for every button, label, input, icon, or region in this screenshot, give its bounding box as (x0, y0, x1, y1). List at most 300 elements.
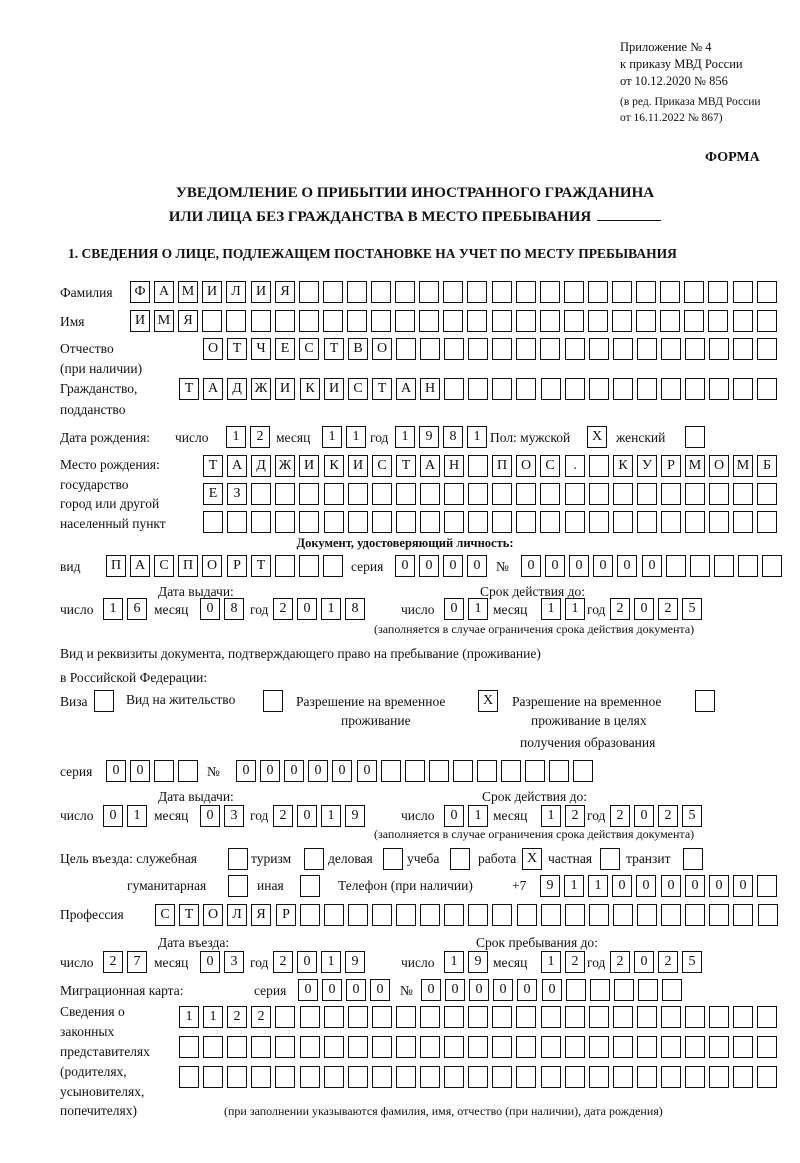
surname-box[interactable] (564, 281, 584, 303)
birthplace-box[interactable]: С (372, 455, 392, 477)
citizenship-box[interactable] (589, 378, 609, 400)
representative-box[interactable] (613, 1036, 633, 1058)
representative-box[interactable] (637, 1006, 657, 1028)
representative-box[interactable] (251, 1066, 271, 1088)
surname-box[interactable] (588, 281, 608, 303)
id-kind-box[interactable]: П (178, 555, 198, 577)
name-box[interactable] (226, 310, 246, 332)
migration-number-box[interactable]: 0 (469, 979, 489, 1001)
representative-box[interactable] (420, 1036, 440, 1058)
citizenship-box[interactable] (733, 378, 753, 400)
profession-box[interactable] (468, 904, 488, 926)
patronymic-box[interactable] (757, 338, 777, 360)
name-box[interactable]: Я (178, 310, 198, 332)
profession-box[interactable] (733, 904, 753, 926)
migration-number-box[interactable]: 0 (445, 979, 465, 1001)
phone-box[interactable]: 1 (588, 875, 608, 897)
id-number-box[interactable] (666, 555, 686, 577)
birth-day-box[interactable]: 1 (226, 426, 246, 448)
id-kind-box[interactable] (299, 555, 319, 577)
id-issue-day-box[interactable]: 1 (103, 598, 123, 620)
birthplace-box[interactable] (468, 483, 488, 505)
birth-year-box[interactable]: 8 (443, 426, 463, 448)
stay-issue-day-box[interactable]: 1 (127, 805, 147, 827)
birthplace-box[interactable]: Т (396, 455, 416, 477)
representative-box[interactable] (275, 1006, 295, 1028)
id-kind-box[interactable]: О (202, 555, 222, 577)
entry-day-box[interactable]: 2 (103, 951, 123, 973)
birthplace-box[interactable]: Е (203, 483, 223, 505)
profession-box[interactable]: Я (251, 904, 271, 926)
stay-series-box[interactable]: 0 (106, 760, 126, 782)
stay-number-box[interactable] (501, 760, 521, 782)
id-kind-box[interactable]: С (154, 555, 174, 577)
representative-box[interactable] (516, 1066, 536, 1088)
stay-issue-month-box[interactable]: 0 (200, 805, 220, 827)
representative-box[interactable]: 1 (179, 1006, 199, 1028)
id-valid-month-box[interactable]: 1 (541, 598, 561, 620)
id-valid-year-box[interactable]: 5 (682, 598, 702, 620)
birthplace-box[interactable] (613, 483, 633, 505)
patronymic-box[interactable] (468, 338, 488, 360)
representative-box[interactable] (516, 1036, 536, 1058)
migration-number-box[interactable]: 0 (542, 979, 562, 1001)
stay-month-box[interactable]: 2 (565, 951, 585, 973)
representative-box[interactable] (348, 1066, 368, 1088)
stay-number-box[interactable] (573, 760, 593, 782)
name-box[interactable] (612, 310, 632, 332)
birthplace-box[interactable] (565, 511, 585, 533)
female-checkbox[interactable] (685, 426, 705, 448)
representative-box[interactable] (372, 1036, 392, 1058)
representative-box[interactable] (468, 1036, 488, 1058)
birthplace-box[interactable] (613, 511, 633, 533)
birthplace-box[interactable] (372, 511, 392, 533)
birthplace-box[interactable]: К (613, 455, 633, 477)
profession-box[interactable] (637, 904, 657, 926)
representative-box[interactable] (709, 1066, 729, 1088)
stay-series-box[interactable]: 0 (130, 760, 150, 782)
representative-box[interactable] (444, 1066, 464, 1088)
surname-box[interactable]: Ф (130, 281, 150, 303)
surname-box[interactable] (660, 281, 680, 303)
id-number-box[interactable] (690, 555, 710, 577)
citizenship-box[interactable]: И (275, 378, 295, 400)
representative-box[interactable] (661, 1066, 681, 1088)
profession-box[interactable] (396, 904, 416, 926)
birthplace-box[interactable]: . (565, 455, 585, 477)
representative-box[interactable] (203, 1066, 223, 1088)
birthplace-box[interactable] (757, 483, 777, 505)
birthplace-box[interactable]: Д (251, 455, 271, 477)
birthplace-box[interactable]: О (709, 455, 729, 477)
stay-number-box[interactable]: 0 (308, 760, 328, 782)
patronymic-box[interactable] (613, 338, 633, 360)
surname-box[interactable] (540, 281, 560, 303)
citizenship-box[interactable] (516, 378, 536, 400)
surname-box[interactable] (323, 281, 343, 303)
male-checkbox[interactable]: X (587, 426, 607, 448)
name-box[interactable] (202, 310, 222, 332)
birthplace-box[interactable] (396, 483, 416, 505)
birthplace-box[interactable] (757, 511, 777, 533)
stay-number-box[interactable] (405, 760, 425, 782)
citizenship-box[interactable]: Т (372, 378, 392, 400)
stay-valid-year-box[interactable]: 5 (682, 805, 702, 827)
birthplace-box[interactable]: Р (661, 455, 681, 477)
birthplace-box[interactable]: Т (203, 455, 223, 477)
surname-box[interactable] (612, 281, 632, 303)
purpose-work-checkbox[interactable]: X (522, 848, 542, 870)
patronymic-box[interactable] (709, 338, 729, 360)
representative-box[interactable] (468, 1006, 488, 1028)
representative-box[interactable]: 2 (227, 1006, 247, 1028)
citizenship-box[interactable]: Т (179, 378, 199, 400)
profession-box[interactable] (348, 904, 368, 926)
representative-box[interactable] (541, 1066, 561, 1088)
surname-box[interactable]: М (178, 281, 198, 303)
profession-box[interactable] (300, 904, 320, 926)
name-box[interactable] (467, 310, 487, 332)
birthplace-box[interactable] (540, 483, 560, 505)
stay-valid-day-box[interactable]: 0 (444, 805, 464, 827)
birthplace-box[interactable] (540, 511, 560, 533)
representative-box[interactable] (589, 1036, 609, 1058)
id-issue-month-box[interactable]: 0 (200, 598, 220, 620)
patronymic-box[interactable] (637, 338, 657, 360)
representative-box[interactable] (685, 1036, 705, 1058)
id-kind-box[interactable] (323, 555, 343, 577)
purpose-official-checkbox[interactable] (228, 848, 248, 870)
stay-number-box[interactable]: 0 (357, 760, 377, 782)
representative-box[interactable] (396, 1066, 416, 1088)
name-box[interactable] (708, 310, 728, 332)
citizenship-box[interactable] (468, 378, 488, 400)
representative-box[interactable] (541, 1036, 561, 1058)
patronymic-box[interactable]: О (372, 338, 392, 360)
birthplace-box[interactable]: Н (444, 455, 464, 477)
stay-day-box[interactable]: 1 (444, 951, 464, 973)
name-box[interactable]: М (154, 310, 174, 332)
birthplace-box[interactable]: З (227, 483, 247, 505)
citizenship-box[interactable]: Д (227, 378, 247, 400)
id-issue-year-box[interactable]: 2 (273, 598, 293, 620)
profession-box[interactable]: Р (276, 904, 296, 926)
birthplace-box[interactable]: К (324, 455, 344, 477)
citizenship-box[interactable]: К (300, 378, 320, 400)
phone-box[interactable]: 0 (661, 875, 681, 897)
birthplace-box[interactable] (733, 511, 753, 533)
entry-year-box[interactable]: 9 (345, 951, 365, 973)
surname-box[interactable] (636, 281, 656, 303)
representative-box[interactable]: 1 (203, 1006, 223, 1028)
birthplace-box[interactable]: У (637, 455, 657, 477)
birthplace-box[interactable]: П (492, 455, 512, 477)
citizenship-box[interactable] (444, 378, 464, 400)
birth-year-box[interactable]: 9 (419, 426, 439, 448)
phone-box[interactable]: 0 (685, 875, 705, 897)
migration-series-box[interactable]: 0 (346, 979, 366, 1001)
purpose-business-checkbox[interactable] (383, 848, 403, 870)
representative-box[interactable] (613, 1006, 633, 1028)
citizenship-box[interactable] (757, 378, 777, 400)
representative-box[interactable] (709, 1036, 729, 1058)
patronymic-box[interactable] (733, 338, 753, 360)
birthplace-box[interactable] (709, 483, 729, 505)
id-number-box[interactable]: 0 (569, 555, 589, 577)
id-number-box[interactable]: 0 (642, 555, 662, 577)
migration-number-box[interactable] (638, 979, 658, 1001)
citizenship-box[interactable]: И (324, 378, 344, 400)
temporary-residence-checkbox[interactable]: X (478, 690, 498, 712)
representative-box[interactable] (300, 1066, 320, 1088)
patronymic-box[interactable] (661, 338, 681, 360)
migration-number-box[interactable]: 0 (517, 979, 537, 1001)
id-number-box[interactable]: 0 (617, 555, 637, 577)
birthplace-box[interactable]: А (227, 455, 247, 477)
patronymic-box[interactable] (565, 338, 585, 360)
purpose-other-checkbox[interactable] (300, 875, 320, 897)
visa-checkbox[interactable] (94, 690, 114, 712)
phone-box[interactable]: 0 (636, 875, 656, 897)
stay-valid-month-box[interactable]: 2 (565, 805, 585, 827)
representative-box[interactable] (589, 1006, 609, 1028)
birthplace-box[interactable] (565, 483, 585, 505)
id-valid-day-box[interactable]: 0 (444, 598, 464, 620)
stay-month-box[interactable]: 1 (541, 951, 561, 973)
birthplace-box[interactable]: С (540, 455, 560, 477)
migration-number-box[interactable] (614, 979, 634, 1001)
birthplace-box[interactable] (348, 511, 368, 533)
name-box[interactable] (588, 310, 608, 332)
birthplace-box[interactable] (372, 483, 392, 505)
profession-box[interactable]: О (203, 904, 223, 926)
birthplace-box[interactable] (468, 511, 488, 533)
name-box[interactable] (516, 310, 536, 332)
stay-number-box[interactable] (477, 760, 497, 782)
profession-box[interactable] (709, 904, 729, 926)
representative-box[interactable] (203, 1036, 223, 1058)
birthplace-box[interactable] (251, 483, 271, 505)
name-box[interactable] (323, 310, 343, 332)
stay-issue-year-box[interactable]: 9 (345, 805, 365, 827)
representative-box[interactable] (637, 1036, 657, 1058)
stay-number-box[interactable] (381, 760, 401, 782)
migration-series-box[interactable]: 0 (298, 979, 318, 1001)
name-box[interactable] (347, 310, 367, 332)
name-box[interactable] (395, 310, 415, 332)
surname-box[interactable]: Л (226, 281, 246, 303)
representative-box[interactable] (613, 1066, 633, 1088)
representative-box[interactable] (348, 1006, 368, 1028)
citizenship-box[interactable]: Ж (251, 378, 271, 400)
surname-box[interactable]: Я (275, 281, 295, 303)
citizenship-box[interactable] (565, 378, 585, 400)
stay-number-box[interactable]: 0 (236, 760, 256, 782)
id-kind-box[interactable]: А (130, 555, 150, 577)
representative-box[interactable] (179, 1066, 199, 1088)
profession-box[interactable] (565, 904, 585, 926)
stay-number-box[interactable] (453, 760, 473, 782)
stay-number-box[interactable]: 0 (260, 760, 280, 782)
id-kind-box[interactable]: П (106, 555, 126, 577)
birthplace-box[interactable] (661, 511, 681, 533)
citizenship-box[interactable] (685, 378, 705, 400)
profession-box[interactable] (589, 904, 609, 926)
birthplace-box[interactable] (251, 511, 271, 533)
profession-box[interactable] (517, 904, 537, 926)
citizenship-box[interactable] (709, 378, 729, 400)
surname-box[interactable] (516, 281, 536, 303)
stay-issue-year-box[interactable]: 2 (273, 805, 293, 827)
entry-day-box[interactable]: 7 (127, 951, 147, 973)
purpose-study-checkbox[interactable] (450, 848, 470, 870)
profession-box[interactable] (758, 904, 778, 926)
citizenship-box[interactable]: А (396, 378, 416, 400)
birthplace-box[interactable] (685, 511, 705, 533)
birthplace-box[interactable] (227, 511, 247, 533)
representative-box[interactable] (516, 1006, 536, 1028)
birthplace-box[interactable] (275, 483, 295, 505)
name-box[interactable] (540, 310, 560, 332)
stay-number-box[interactable] (549, 760, 569, 782)
phone-box[interactable]: 0 (709, 875, 729, 897)
stay-year-box[interactable]: 2 (610, 951, 630, 973)
surname-box[interactable] (467, 281, 487, 303)
stay-valid-day-box[interactable]: 1 (468, 805, 488, 827)
surname-box[interactable] (733, 281, 753, 303)
surname-box[interactable] (757, 281, 777, 303)
representative-box[interactable] (661, 1036, 681, 1058)
birthplace-box[interactable] (516, 483, 536, 505)
patronymic-box[interactable]: О (203, 338, 223, 360)
stay-day-box[interactable]: 9 (468, 951, 488, 973)
citizenship-box[interactable]: С (348, 378, 368, 400)
patronymic-box[interactable] (444, 338, 464, 360)
birth-month-box[interactable]: 1 (322, 426, 342, 448)
profession-box[interactable] (372, 904, 392, 926)
representative-box[interactable] (444, 1036, 464, 1058)
id-valid-day-box[interactable]: 1 (468, 598, 488, 620)
birthplace-box[interactable]: Ж (275, 455, 295, 477)
id-series-box[interactable]: 0 (443, 555, 463, 577)
purpose-transit-checkbox[interactable] (683, 848, 703, 870)
citizenship-box[interactable] (541, 378, 561, 400)
name-box[interactable] (564, 310, 584, 332)
representative-box[interactable] (372, 1006, 392, 1028)
id-number-box[interactable]: 0 (521, 555, 541, 577)
id-valid-year-box[interactable]: 0 (634, 598, 654, 620)
name-box[interactable] (733, 310, 753, 332)
representative-box[interactable] (396, 1006, 416, 1028)
birthplace-box[interactable]: А (420, 455, 440, 477)
id-kind-box[interactable]: Р (227, 555, 247, 577)
name-box[interactable] (419, 310, 439, 332)
patronymic-box[interactable] (516, 338, 536, 360)
phone-box[interactable] (757, 875, 777, 897)
id-series-box[interactable]: 0 (419, 555, 439, 577)
stay-year-box[interactable]: 2 (658, 951, 678, 973)
birthplace-box[interactable] (637, 483, 657, 505)
representative-box[interactable] (227, 1066, 247, 1088)
citizenship-box[interactable] (613, 378, 633, 400)
representative-box[interactable] (661, 1006, 681, 1028)
phone-box[interactable]: 1 (564, 875, 584, 897)
patronymic-box[interactable]: Т (324, 338, 344, 360)
birthplace-box[interactable] (589, 455, 609, 477)
representative-box[interactable] (685, 1006, 705, 1028)
profession-box[interactable]: Т (179, 904, 199, 926)
stay-valid-year-box[interactable]: 2 (610, 805, 630, 827)
representative-box[interactable] (396, 1036, 416, 1058)
patronymic-box[interactable] (589, 338, 609, 360)
stay-series-box[interactable] (178, 760, 198, 782)
representative-box[interactable] (275, 1036, 295, 1058)
id-issue-year-box[interactable]: 8 (345, 598, 365, 620)
patronymic-box[interactable] (540, 338, 560, 360)
birthplace-box[interactable] (396, 511, 416, 533)
name-box[interactable] (443, 310, 463, 332)
birth-year-box[interactable]: 1 (467, 426, 487, 448)
profession-box[interactable] (444, 904, 464, 926)
stay-issue-year-box[interactable]: 0 (297, 805, 317, 827)
stay-valid-year-box[interactable]: 0 (634, 805, 654, 827)
stay-year-box[interactable]: 5 (682, 951, 702, 973)
representative-box[interactable] (757, 1036, 777, 1058)
birthplace-box[interactable]: И (299, 455, 319, 477)
birthplace-box[interactable] (709, 511, 729, 533)
profession-box[interactable] (420, 904, 440, 926)
birthplace-box[interactable] (444, 511, 464, 533)
migration-number-box[interactable] (662, 979, 682, 1001)
surname-box[interactable]: А (154, 281, 174, 303)
id-number-box[interactable]: 0 (545, 555, 565, 577)
migration-number-box[interactable] (566, 979, 586, 1001)
birthplace-box[interactable] (299, 483, 319, 505)
id-valid-year-box[interactable]: 2 (610, 598, 630, 620)
birthplace-box[interactable] (420, 511, 440, 533)
entry-year-box[interactable]: 0 (297, 951, 317, 973)
entry-month-box[interactable]: 0 (200, 951, 220, 973)
representative-box[interactable] (300, 1006, 320, 1028)
birthplace-box[interactable]: М (733, 455, 753, 477)
name-box[interactable] (757, 310, 777, 332)
name-box[interactable] (636, 310, 656, 332)
id-issue-year-box[interactable]: 0 (297, 598, 317, 620)
residence-permit-checkbox[interactable] (263, 690, 283, 712)
name-box[interactable] (251, 310, 271, 332)
birthplace-box[interactable]: О (516, 455, 536, 477)
representative-box[interactable] (348, 1036, 368, 1058)
phone-box[interactable]: 0 (733, 875, 753, 897)
representative-box[interactable] (589, 1066, 609, 1088)
representative-box[interactable] (444, 1006, 464, 1028)
stay-series-box[interactable] (154, 760, 174, 782)
representative-box[interactable] (179, 1036, 199, 1058)
id-issue-month-box[interactable]: 8 (224, 598, 244, 620)
birthplace-box[interactable] (299, 511, 319, 533)
citizenship-box[interactable]: Н (420, 378, 440, 400)
id-issue-year-box[interactable]: 1 (321, 598, 341, 620)
surname-box[interactable]: И (202, 281, 222, 303)
representative-box[interactable] (227, 1036, 247, 1058)
patronymic-box[interactable]: Т (227, 338, 247, 360)
representative-box[interactable] (324, 1036, 344, 1058)
birthplace-box[interactable] (661, 483, 681, 505)
stay-number-box[interactable]: 0 (332, 760, 352, 782)
name-box[interactable]: И (130, 310, 150, 332)
birthplace-box[interactable] (324, 511, 344, 533)
